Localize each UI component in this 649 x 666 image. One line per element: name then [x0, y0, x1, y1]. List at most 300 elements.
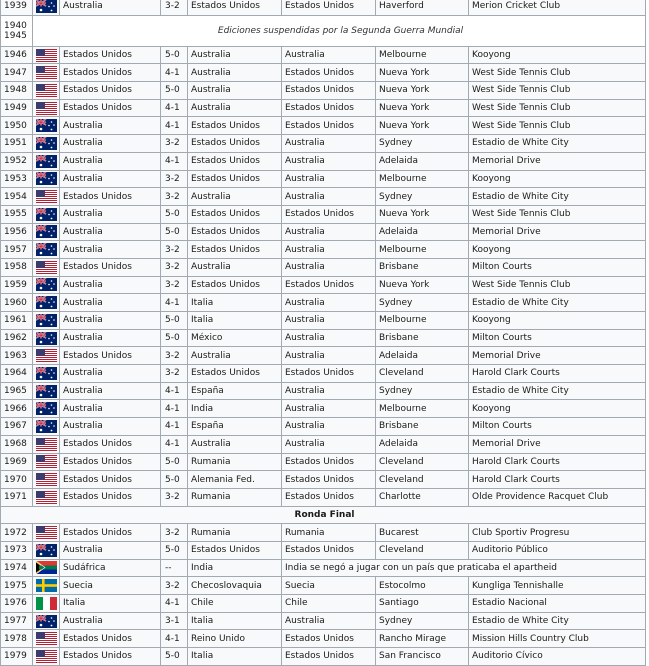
year-cell: 1961	[1, 312, 33, 330]
flag-cell	[33, 347, 60, 365]
venue-cell: West Side Tennis Club	[469, 64, 646, 82]
finalist-cell: Australia	[188, 435, 282, 453]
host-cell: Australia	[282, 400, 376, 418]
finalist-cell: Chile	[188, 595, 282, 613]
venue-cell: West Side Tennis Club	[469, 82, 646, 100]
finalist-cell: India	[188, 400, 282, 418]
score-cell: 5-0	[161, 223, 188, 241]
table-row	[1, 648, 646, 666]
finalist-cell: Australia	[188, 46, 282, 64]
city-cell: Estocolmo	[376, 577, 469, 595]
finalist-cell: Italia	[188, 294, 282, 312]
table-row	[1, 382, 646, 400]
finalist-cell: Estados Unidos	[188, 276, 282, 294]
table-row	[1, 471, 646, 489]
score-cell: 5-0	[161, 453, 188, 471]
host-cell: Estados Unidos	[282, 205, 376, 223]
host-cell: Estados Unidos	[282, 82, 376, 100]
flag-cell	[33, 205, 60, 223]
table-row	[1, 82, 646, 100]
australia-flag-icon	[36, 0, 57, 13]
city-cell: Charlotte	[376, 488, 469, 506]
usa-flag-icon	[36, 473, 57, 486]
venue-cell: Estadio de White City	[469, 188, 646, 206]
city-cell: Rancho Mirage	[376, 630, 469, 648]
venue-cell: Harold Clark Courts	[469, 453, 646, 471]
usa-flag-icon	[36, 261, 57, 274]
table-row	[1, 241, 646, 259]
finalist-cell: Australia	[188, 347, 282, 365]
table-row	[1, 365, 646, 383]
note-cell: India se negó a jugar con un país que praticaba el apartheid	[282, 559, 646, 577]
host-cell: Estados Unidos	[282, 488, 376, 506]
year-cell: 1966	[1, 400, 33, 418]
table-row	[1, 64, 646, 82]
score-cell: 4-1	[161, 418, 188, 436]
venue-cell: West Side Tennis Club	[469, 205, 646, 223]
year-cell: 1947	[1, 64, 33, 82]
usa-flag-icon	[36, 491, 57, 504]
host-cell: Estados Unidos	[282, 648, 376, 666]
winner-cell: Estados Unidos	[60, 488, 161, 506]
australia-flag-icon	[36, 119, 57, 132]
table-row	[1, 435, 646, 453]
city-cell: Sydney	[376, 294, 469, 312]
finalist-cell: Australia	[188, 258, 282, 276]
australia-flag-icon	[36, 278, 57, 291]
venue-cell: Kooyong	[469, 400, 646, 418]
winner-cell: Estados Unidos	[60, 99, 161, 117]
finalist-cell: Australia	[188, 188, 282, 206]
host-cell: Australia	[282, 347, 376, 365]
winner-cell: Australia	[60, 241, 161, 259]
results-body-challenge-round	[1, 46, 646, 506]
city-cell: Nueva York	[376, 64, 469, 82]
city-cell: Santiago	[376, 595, 469, 613]
flag-cell	[33, 0, 60, 15]
year-cell: 1949	[1, 99, 33, 117]
city-cell: Bucarest	[376, 524, 469, 542]
flag-cell	[33, 117, 60, 135]
flag-cell	[33, 559, 60, 577]
table-row	[1, 135, 646, 153]
australia-flag-icon	[36, 420, 57, 433]
flag-cell	[33, 541, 60, 559]
venue-cell: Auditorio Cívico	[469, 648, 646, 666]
score-cell: 5-0	[161, 329, 188, 347]
host-cell: Estados Unidos	[282, 0, 376, 15]
city-cell: Adelaida	[376, 435, 469, 453]
host-cell: Australia	[282, 188, 376, 206]
year-cell: 1960	[1, 294, 33, 312]
venue-cell: Estadio Nacional	[469, 595, 646, 613]
winner-cell: Australia	[60, 0, 161, 15]
finalist-cell: Italia	[188, 612, 282, 630]
city-cell: Melbourne	[376, 46, 469, 64]
flag-cell	[33, 365, 60, 383]
city-cell: Haverford	[376, 0, 469, 15]
host-cell: Rumania	[282, 524, 376, 542]
winner-cell: Estados Unidos	[60, 471, 161, 489]
year-cell: 1950	[1, 117, 33, 135]
venue-cell: Olde Providence Racquet Club	[469, 488, 646, 506]
city-cell: San Francisco	[376, 648, 469, 666]
year-cell: 1962	[1, 329, 33, 347]
year-cell: 1971	[1, 488, 33, 506]
winner-cell: Estados Unidos	[60, 648, 161, 666]
finalist-cell: Estados Unidos	[188, 117, 282, 135]
suspension-years	[1, 15, 33, 46]
table-row	[1, 577, 646, 595]
host-cell: Australia	[282, 135, 376, 153]
venue-cell: West Side Tennis Club	[469, 99, 646, 117]
year-cell: 1973	[1, 541, 33, 559]
score-cell: 3-2	[161, 577, 188, 595]
host-cell: Australia	[282, 241, 376, 259]
winner-cell: Australia	[60, 329, 161, 347]
winner-cell: Italia	[60, 595, 161, 613]
venue-cell: Memorial Drive	[469, 223, 646, 241]
table-row	[1, 0, 646, 15]
score-cell: 5-0	[161, 648, 188, 666]
year-cell: 1956	[1, 223, 33, 241]
table-row	[1, 258, 646, 276]
score-cell: 3-2	[161, 276, 188, 294]
year-cell: 1979	[1, 648, 33, 666]
flag-cell	[33, 400, 60, 418]
finalist-cell: Italia	[188, 312, 282, 330]
venue-cell: Kooyong	[469, 170, 646, 188]
winner-cell: Suecia	[60, 577, 161, 595]
city-cell: Melbourne	[376, 312, 469, 330]
flag-cell	[33, 46, 60, 64]
finalist-cell: Alemania Fed.	[188, 471, 282, 489]
city-cell: Adelaida	[376, 223, 469, 241]
suspension-year-end: 1945	[4, 30, 27, 41]
australia-flag-icon	[36, 402, 57, 415]
city-cell: Melbourne	[376, 400, 469, 418]
flag-cell	[33, 188, 60, 206]
city-cell: Nueva York	[376, 82, 469, 100]
score-cell: 3-2	[161, 524, 188, 542]
year-cell: 1958	[1, 258, 33, 276]
usa-flag-icon	[36, 349, 57, 362]
city-cell: Nueva York	[376, 99, 469, 117]
winner-cell: Estados Unidos	[60, 64, 161, 82]
city-cell: Nueva York	[376, 205, 469, 223]
venue-cell: Milton Courts	[469, 329, 646, 347]
table-row	[1, 612, 646, 630]
finalist-cell: Rumania	[188, 453, 282, 471]
finalist-cell: Estados Unidos	[188, 365, 282, 383]
year-cell: 1963	[1, 347, 33, 365]
table-row	[1, 46, 646, 64]
host-cell: Estados Unidos	[282, 99, 376, 117]
score-cell: 4-1	[161, 595, 188, 613]
city-cell: Sydney	[376, 612, 469, 630]
venue-cell: Kooyong	[469, 241, 646, 259]
score-cell: 3-2	[161, 135, 188, 153]
score-cell: 3-2	[161, 347, 188, 365]
year-cell: 1967	[1, 418, 33, 436]
score-cell: 4-1	[161, 294, 188, 312]
winner-cell: Estados Unidos	[60, 524, 161, 542]
australia-flag-icon	[36, 208, 57, 221]
flag-cell	[33, 524, 60, 542]
winner-cell: Australia	[60, 382, 161, 400]
city-cell: Adelaida	[376, 152, 469, 170]
year-cell: 1975	[1, 577, 33, 595]
finalist-cell: Checoslovaquia	[188, 577, 282, 595]
table-row	[1, 453, 646, 471]
table-row	[1, 312, 646, 330]
flag-cell	[33, 82, 60, 100]
australia-flag-icon	[36, 155, 57, 168]
winner-cell: Estados Unidos	[60, 258, 161, 276]
australia-flag-icon	[36, 314, 57, 327]
results-body-final-round	[1, 524, 646, 666]
score-cell: 3-2	[161, 258, 188, 276]
winner-cell: Estados Unidos	[60, 453, 161, 471]
city-cell: Nueva York	[376, 117, 469, 135]
winner-cell: Australia	[60, 418, 161, 436]
city-cell: Cleveland	[376, 471, 469, 489]
score-cell: 4-1	[161, 64, 188, 82]
year-cell: 1972	[1, 524, 33, 542]
flag-cell	[33, 577, 60, 595]
australia-flag-icon	[36, 225, 57, 238]
venue-cell: Estadio de White City	[469, 294, 646, 312]
year-cell: 1968	[1, 435, 33, 453]
flag-cell	[33, 418, 60, 436]
host-cell: Estados Unidos	[282, 630, 376, 648]
year-cell: 1964	[1, 365, 33, 383]
venue-cell: Memorial Drive	[469, 435, 646, 453]
flag-cell	[33, 630, 60, 648]
city-cell: Brisbane	[376, 258, 469, 276]
venue-cell: Estadio de White City	[469, 612, 646, 630]
winner-cell: Estados Unidos	[60, 347, 161, 365]
final-round-header-block	[1, 506, 646, 524]
table-row	[1, 99, 646, 117]
war-suspension-block	[1, 15, 646, 46]
suspension-row	[1, 15, 646, 46]
year-cell: 1965	[1, 382, 33, 400]
table-row	[1, 559, 646, 577]
usa-flag-icon	[36, 49, 57, 62]
score-cell: 3-1	[161, 612, 188, 630]
flag-cell	[33, 99, 60, 117]
table-row	[1, 152, 646, 170]
finalist-cell: Estados Unidos	[188, 170, 282, 188]
host-cell: Estados Unidos	[282, 276, 376, 294]
winner-cell: Estados Unidos	[60, 630, 161, 648]
score-cell: 4-1	[161, 152, 188, 170]
finalist-cell: Estados Unidos	[188, 541, 282, 559]
venue-cell: Harold Clark Courts	[469, 471, 646, 489]
host-cell: Australia	[282, 329, 376, 347]
score-cell: 4-1	[161, 435, 188, 453]
city-cell: Nueva York	[376, 276, 469, 294]
year-cell: 1952	[1, 152, 33, 170]
year-cell: 1969	[1, 453, 33, 471]
score-cell: 3-2	[161, 0, 188, 15]
winner-cell: Australia	[60, 294, 161, 312]
winner-cell: Estados Unidos	[60, 82, 161, 100]
winner-cell: Australia	[60, 135, 161, 153]
year-cell: 1970	[1, 471, 33, 489]
finalist-cell: Australia	[188, 82, 282, 100]
table-row	[1, 223, 646, 241]
usa-flag-icon	[36, 66, 57, 79]
year-cell: 1951	[1, 135, 33, 153]
finalist-cell: Australia	[188, 99, 282, 117]
score-cell: 4-1	[161, 382, 188, 400]
score-cell: 4-1	[161, 99, 188, 117]
year-cell: 1954	[1, 188, 33, 206]
flag-cell	[33, 382, 60, 400]
south-africa-flag-icon	[36, 561, 57, 574]
venue-cell: Estadio de White City	[469, 135, 646, 153]
finalist-cell: Estados Unidos	[188, 223, 282, 241]
city-cell: Cleveland	[376, 365, 469, 383]
score-cell: 4-1	[161, 400, 188, 418]
city-cell: Cleveland	[376, 453, 469, 471]
venue-cell: Memorial Drive	[469, 347, 646, 365]
winner-cell: Australia	[60, 205, 161, 223]
table-row	[1, 170, 646, 188]
australia-flag-icon	[36, 296, 57, 309]
score-cell: 5-0	[161, 205, 188, 223]
winner-cell: Estados Unidos	[60, 46, 161, 64]
host-cell: Estados Unidos	[282, 541, 376, 559]
venue-cell: Club Sportiv Progresu	[469, 524, 646, 542]
usa-flag-icon	[36, 650, 57, 663]
year-cell: 1953	[1, 170, 33, 188]
table-row	[1, 117, 646, 135]
finalist-cell: España	[188, 382, 282, 400]
city-cell: Adelaida	[376, 347, 469, 365]
venue-cell: Merion Cricket Club	[469, 0, 646, 15]
winner-cell: Estados Unidos	[60, 188, 161, 206]
flag-cell	[33, 152, 60, 170]
host-cell: Estados Unidos	[282, 453, 376, 471]
final-round-header-row	[1, 506, 646, 524]
usa-flag-icon	[36, 632, 57, 645]
winner-cell: Sudáfrica	[60, 559, 161, 577]
finalist-cell: Rumania	[188, 488, 282, 506]
australia-flag-icon	[36, 544, 57, 557]
table-row	[1, 524, 646, 542]
year-cell: 1977	[1, 612, 33, 630]
venue-cell: Auditorio Público	[469, 541, 646, 559]
finalist-cell: Australia	[188, 64, 282, 82]
year-cell: 1974	[1, 559, 33, 577]
final-round-header: Ronda Final	[1, 506, 646, 524]
year-cell: 1939	[1, 0, 33, 15]
australia-flag-icon	[36, 172, 57, 185]
city-cell: Brisbane	[376, 418, 469, 436]
year-cell: 1955	[1, 205, 33, 223]
venue-cell: Harold Clark Courts	[469, 365, 646, 383]
year-cell: 1976	[1, 595, 33, 613]
usa-flag-icon	[36, 455, 57, 468]
host-cell: Australia	[282, 258, 376, 276]
finalist-cell: India	[188, 559, 282, 577]
venue-cell: West Side Tennis Club	[469, 117, 646, 135]
venue-cell: Memorial Drive	[469, 152, 646, 170]
flag-cell	[33, 488, 60, 506]
venue-cell: Mission Hills Country Club	[469, 630, 646, 648]
winner-cell: Australia	[60, 223, 161, 241]
score-cell: 3-2	[161, 188, 188, 206]
host-cell: Suecia	[282, 577, 376, 595]
flag-cell	[33, 612, 60, 630]
score-cell: 5-0	[161, 471, 188, 489]
australia-flag-icon	[36, 367, 57, 380]
score-cell: 5-0	[161, 312, 188, 330]
year-cell: 1948	[1, 82, 33, 100]
host-cell: Australia	[282, 418, 376, 436]
finalist-cell: México	[188, 329, 282, 347]
flag-cell	[33, 223, 60, 241]
flag-cell	[33, 453, 60, 471]
city-cell: Brisbane	[376, 329, 469, 347]
venue-cell: Milton Courts	[469, 258, 646, 276]
year-cell: 1978	[1, 630, 33, 648]
flag-cell	[33, 435, 60, 453]
host-cell: Estados Unidos	[282, 64, 376, 82]
australia-flag-icon	[36, 243, 57, 256]
finalist-cell: Estados Unidos	[188, 0, 282, 15]
winner-cell: Australia	[60, 312, 161, 330]
city-cell: Melbourne	[376, 170, 469, 188]
italy-flag-icon	[36, 597, 57, 610]
australia-flag-icon	[36, 332, 57, 345]
venue-cell: Kungliga Tennishalle	[469, 577, 646, 595]
host-cell: Australia	[282, 382, 376, 400]
host-cell: Australia	[282, 170, 376, 188]
host-cell: Australia	[282, 223, 376, 241]
host-cell: Estados Unidos	[282, 117, 376, 135]
table-row	[1, 188, 646, 206]
table-row	[1, 595, 646, 613]
host-cell: Australia	[282, 46, 376, 64]
suspension-note: Ediciones suspendidas por la Segunda Guerra Mundial	[33, 15, 646, 46]
score-cell: 3-2	[161, 170, 188, 188]
score-cell: --	[161, 559, 188, 577]
city-cell: Sydney	[376, 188, 469, 206]
winner-cell: Australia	[60, 400, 161, 418]
venue-cell: Milton Courts	[469, 418, 646, 436]
score-cell: 5-0	[161, 46, 188, 64]
host-cell: Chile	[282, 595, 376, 613]
finalist-cell: Estados Unidos	[188, 135, 282, 153]
host-cell: Australia	[282, 312, 376, 330]
score-cell: 4-1	[161, 117, 188, 135]
venue-cell: Kooyong	[469, 46, 646, 64]
results-body-pre-war	[1, 0, 646, 15]
host-cell: Estados Unidos	[282, 471, 376, 489]
table-row	[1, 400, 646, 418]
usa-flag-icon	[36, 102, 57, 115]
flag-cell	[33, 64, 60, 82]
sweden-flag-icon	[36, 579, 57, 592]
table-row	[1, 541, 646, 559]
flag-cell	[33, 312, 60, 330]
host-cell: Australia	[282, 152, 376, 170]
australia-flag-icon	[36, 385, 57, 398]
